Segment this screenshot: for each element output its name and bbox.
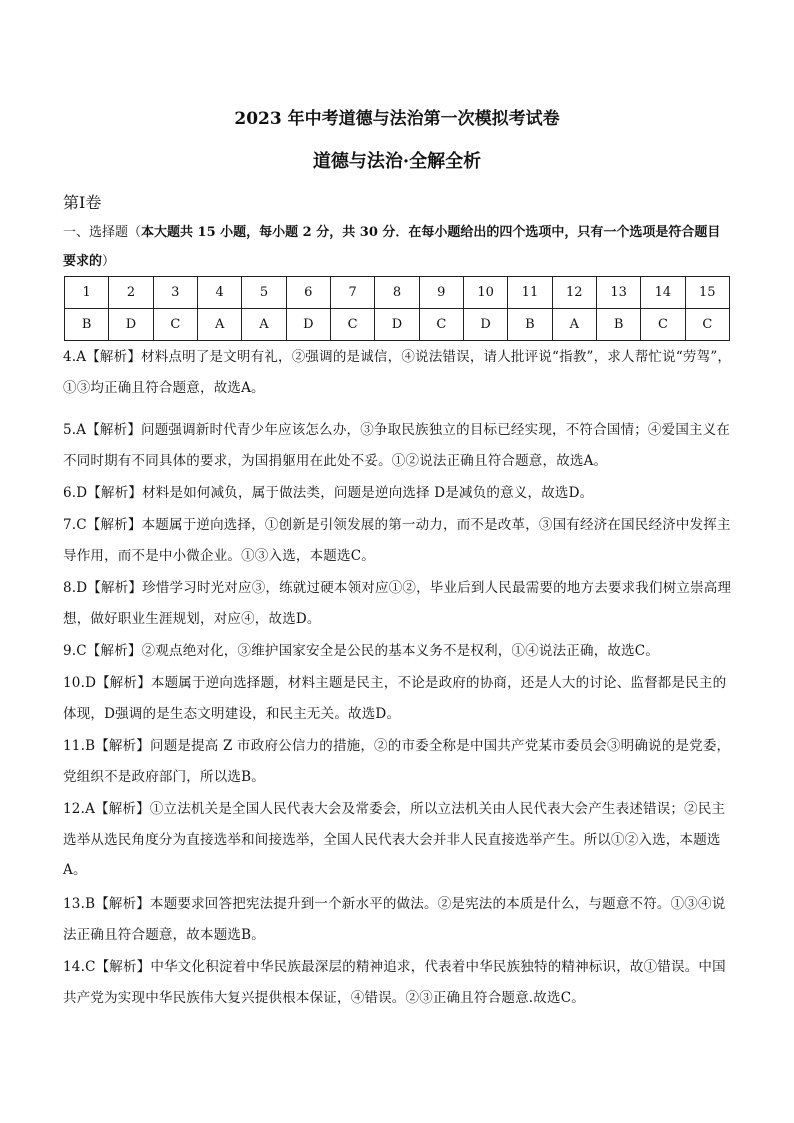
question-number: 7 [330,277,374,309]
question-number: 9 [419,277,463,309]
question-number: 10 [463,277,507,309]
section-header [63,218,731,276]
explanation-4: 4.A【解析】材料点明了是文明有礼，②强调的是诚信，④说法错误，请人批评说“指教”，求人帮忙说“劳驾”，①③均正确且符合题意，故选A。 [63,349,732,396]
explanation-12: 12.A【解析】①立法机关是全国人民代表大会及常委会，所以立法机关由人民代表大会产生表述错误；②民主选举从选民角度分为直接选举和间接选举，全国人民代表大会并非人民直接选举产生。所以①②入选，本题选A。 [63,801,726,878]
question-number: 1 [65,277,109,309]
answer-cell: A [242,309,286,341]
volume-label: 第Ⅰ卷 [63,193,102,212]
answer-cell: C [685,309,729,341]
explanation-8: 8.D【解析】珍惜学习时光对应③，练就过硬本领对应①②，毕业后到人民最需要的地方去要求我们树立崇高理想，做好职业生涯规划，对应④，故选D。 [63,580,732,627]
answer-cell: B [596,309,640,341]
question-number: 5 [242,277,286,309]
explanation-7: 7.C【解析】本题属于逆向选择，①创新是引领发展的第一动力，而不是改革，③国有经济在国民经济中发挥主导作用，而不是中小微企业。①③入选，本题选C。 [63,517,731,564]
question-number: 4 [197,277,241,309]
section-suffix: ） [102,254,116,269]
answer-cell: D [463,309,507,341]
question-number: 15 [685,277,729,309]
section-rule: 本大题共 15 小题，每小题 2 分，共 30 分．在每小题给出的四个选项中，只有一个选项是符合题目要求的 [63,225,721,269]
explanation-10: 10.D【解析】本题属于逆向选择题，材料主题是民主，不论是政府的协商，还是人大的讨论、监督都是民主的体现，D强调的是生态文明建设，和民主无关。故选D。 [63,675,727,722]
answer-cell: D [375,309,419,341]
explanation-14: 14.C【解析】中华文化积淀着中华民族最深层的精神追求，代表着中华民族独特的精神标识，故①错误。中国共产党为实现中华民族伟大复兴提供根本保证，④错误。②③正确且符合题意.故选C。 [63,959,726,1006]
answer-table [64,276,730,341]
section-prefix: 一、选择题（ [63,225,142,240]
exam-title: 2023 年中考道德与法治第一次模拟考试卷 [234,109,560,129]
answer-cell: C [153,309,197,341]
explanation-5: 5.A【解析】问题强调新时代青少年应该怎么办，③争取民族独立的目标已经实现，不符合国情；④爱国主义在不同时期有不同具体的要求，为国捐躯用在此处不妥。①②说法正确且符合题意，故选A。 [63,422,731,469]
question-number: 3 [153,277,197,309]
question-number: 8 [375,277,419,309]
answer-cell: A [552,309,596,341]
question-number: 11 [508,277,552,309]
question-number: 14 [641,277,685,309]
answer-cell: C [419,309,463,341]
answer-cell: C [330,309,374,341]
explanation-6: 6.D【解析】材料是如何减负，属于做法类，问题是逆向选择 D是减负的意义，故选D。 [63,485,594,501]
explanation-11: 11.B【解析】问题是提高 Z 市政府公信力的措施，②的市委全称是中国共产党某市委员会③明确说的是党委，党组织不是政府部门，所以选B。 [63,738,731,785]
answer-cell: B [508,309,552,341]
question-number: 6 [286,277,330,309]
question-number: 12 [552,277,596,309]
answer-cell: B [65,309,109,341]
answer-table-answer-row [65,309,730,341]
explanation-9: 9.C【解析】②观点绝对化，③维护国家安全是公民的基本义务不是权利，①④说法正确，故选C。 [63,643,660,659]
explanation-13: 13.B【解析】本题要求回答把宪法提升到一个新水平的做法。②是宪法的本质是什么，与题意不符。①③④说法正确且符合题意，故本题选B。 [63,896,726,943]
answer-cell: C [641,309,685,341]
exam-subtitle: 道德与法治·全解全析 [312,151,482,172]
question-number: 2 [109,277,153,309]
answer-cell: D [286,309,330,341]
answer-table-number-row [65,277,730,309]
answer-cell: D [109,309,153,341]
question-number: 13 [596,277,640,309]
answer-cell: A [197,309,241,341]
